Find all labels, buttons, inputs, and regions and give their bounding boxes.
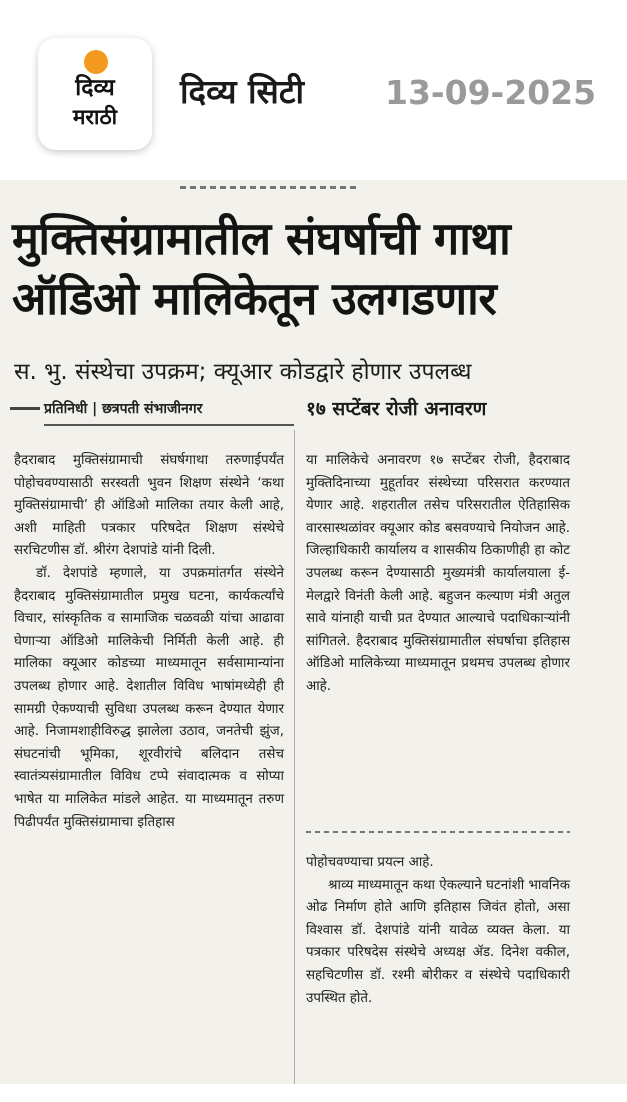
right-column-top [306, 450, 570, 699]
clipping-top-rule [180, 186, 360, 189]
byline-underline [44, 424, 294, 426]
byline-marker [10, 407, 40, 410]
newspaper-clipping [0, 180, 627, 1102]
right-column-separator [306, 831, 570, 833]
headline-line-2: ऑडिओ मालिकेतून उलगडणार [12, 272, 497, 325]
subheadline: स. भु. संस्थेचा उपक्रम; क्यूआर कोडद्वारे होणार उपलब्ध [14, 359, 472, 385]
publication-name: दिव्य सिटी [180, 72, 305, 111]
logo-text-line1: दिव्य [75, 75, 115, 101]
left-paragraph-2: डॉ. देशपांडे म्हणाले, या उपक्रमांतर्गत संस्थेने हैदराबाद मुक्तिसंग्रामातील प्रमुख घटना, कार्यकर्त्यांचे विचार, सांस्कृतिक व सामाजिक चळवळी यांचा आढावा घेणाऱ्या ऑडिओ मालिकेची निर्मिती केली आहे. ही मालिका क्यूआर कोडच्या माध्यमातून सर्वसामान्यांना उपलब्ध होणार आहे. देशातील विविध भाषांमध्येही ही सामग्री ऐकण्याची सुविधा उपलब्ध करून देण्यात येणार आहे. निजामशाहीविरुद्ध झालेला उठाव, जनतेची झुंज, संघटनांची भूमिका, शूरवीरांचे बलिदान तसेच स्वातंत्र्यसंग्रामातील विविध टप्पे संवादात्मक व सोप्या भाषेत या मालिकेत मांडले आहेत. या माध्यमातून तरुण पिढीपर्यंत मुक्तिसंग्रामाचा इतिहास [14, 565, 284, 830]
column-divider [294, 430, 295, 1090]
byline: प्रतिनिधी | छत्रपती संभाजीनगर [44, 401, 203, 417]
bottom-margin [0, 1084, 627, 1102]
app-header [0, 0, 627, 180]
publication-date: 13-09-2025 [385, 73, 597, 112]
right-paragraph-closing: श्राव्य माध्यमातून कथा ऐकल्याने घटनांशी भावनिक ओढ निर्माण होते आणि इतिहास जिवंत होतो, असा विश्वास डॉ. देशपांडे यांनी यावेळ व्यक्त केला. या पत्रकार परिषदेस संस्थेचे अध्यक्ष ॲड. दिनेश वकील, सहचिटणीस डॉ. रश्मी बोरीकर व संस्थेचे पदाधिकारी उपस्थित होते. [306, 877, 570, 1006]
right-paragraph-continued: पोहोचवण्याचा प्रयत्न आहे. [306, 855, 434, 870]
logo-text-line2: मराठी [72, 105, 118, 129]
sun-icon [84, 50, 108, 74]
headline-line-1: मुक्तिसंग्रामातील संघर्षाची गाथा [12, 212, 511, 265]
left-column [14, 450, 284, 834]
right-paragraph-top: या मालिकेचे अनावरण १७ सप्टेंबर रोजी, हैदराबाद मुक्तिदिनाच्या मुहूर्तावर संस्थेच्या परिसरात करण्यात येणार आहे. शहरातील तसेच परिसरातील ऐतिहासिक वारसास्थळांवर क्यूआर कोड बसवण्याचे नियोजन आहे. जिल्हाधिकारी कार्यालय व शासकीय ठिकाणीही हा कोट उपलब्ध करून देण्यासाठी मुख्यमंत्री कार्यालयाला ई-मेलद्वारे विनंती केली आहे. बहुजन कल्याण मंत्री अतुल सावे यांनाही याची प्रत देण्यात आल्याचे पदाधिकाऱ्यांनी सांगितले. हैदराबाद मुक्तिसंग्रामातील संघर्षाचा इतिहास ऑडिओ मालिकेच्या माध्यमातून प्रथमच उपलब्ध होणार आहे. [306, 453, 570, 694]
left-paragraph-1: हैदराबाद मुक्तिसंग्रामाची संघर्षगाथा तरुणाईपर्यंत पोहोचवण्यासाठी सरस्वती भुवन शिक्षण संस्थेने ‘कथा मुक्तिसंग्रामाची’ ही ऑडिओ मालिका तयार केली आहे, अशी माहिती पत्रकार परिषदेत शिक्षण संस्थेचे सरचिटणीस डॉ. श्रीरंग देशपांडे यांनी दिली. [14, 453, 284, 559]
side-heading: १७ सप्टेंबर रोजी अनावरण [306, 398, 487, 420]
divya-marathi-logo[interactable] [38, 38, 152, 150]
right-column-bottom [306, 852, 570, 1010]
